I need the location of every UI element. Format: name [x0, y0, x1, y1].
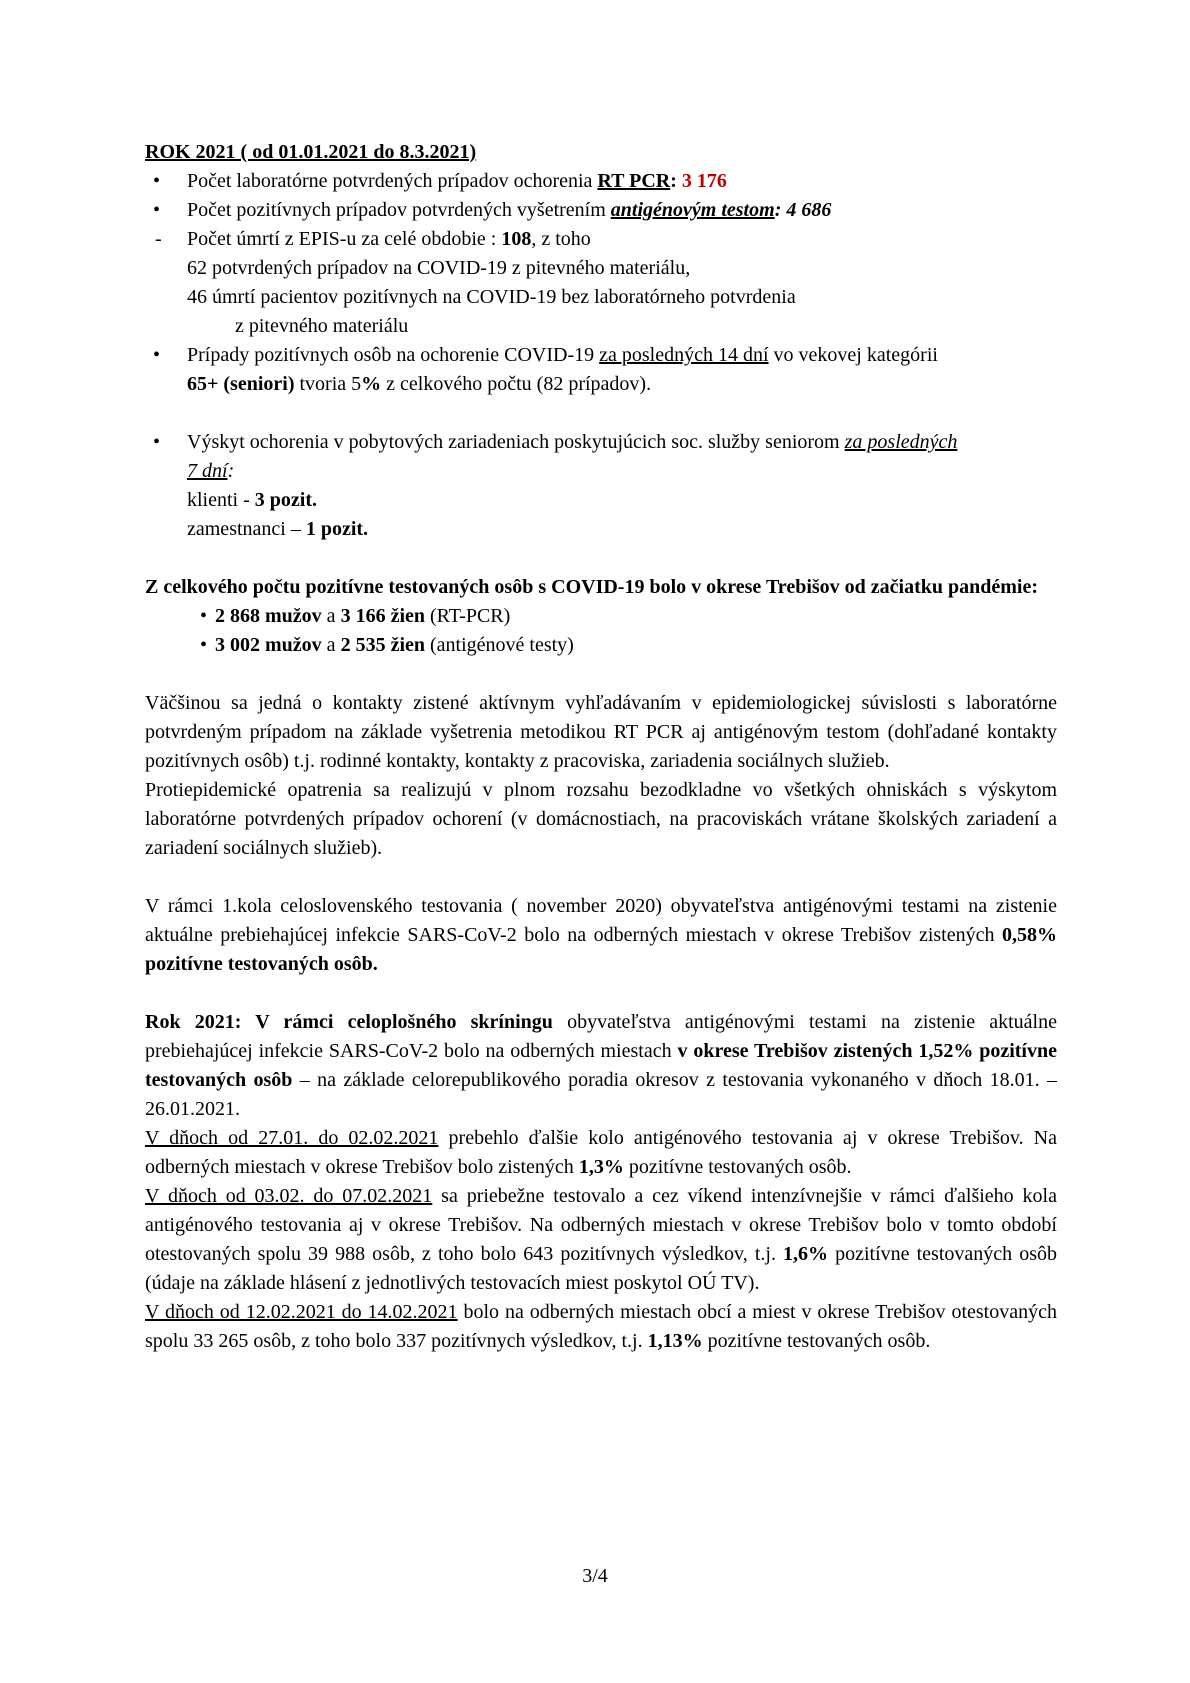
pcr-method: (RT-PCR)	[425, 605, 511, 627]
seniors-text-d: z celkového počtu (82 prípadov).	[381, 373, 652, 395]
round4-text: bolo na odberných miestach obcí a miest v okrese Trebišov otestovaných spolu 33 265 osôb, z toho bolo 337 pozitívnych výsledkov, t.j.	[145, 1301, 1057, 1352]
page-number: 3/4	[582, 1565, 608, 1587]
gender-item-pcr	[145, 602, 1057, 631]
bullet-icon: •	[200, 605, 208, 627]
seniors-text-a: Prípady pozitívnych osôb na ochorenie COVID-19	[187, 344, 600, 366]
round3-end: pozitívne testovaných osôb (údaje na základe hlásení z jednotlivých testovacích miest poskytol OÚ TV).	[145, 1243, 1057, 1294]
section-heading: ROK 2021 ( od 01.01.2021 do 8.3.2021)	[145, 141, 477, 163]
document-page	[145, 138, 1057, 1356]
seniors-percent: %	[361, 373, 382, 395]
list-item-seniors	[145, 341, 1057, 399]
pcr-value: 3 176	[681, 170, 727, 192]
bullet-icon: •	[153, 170, 161, 192]
round2-paragraph	[145, 1124, 1057, 1182]
ag-term: antigénovým testom	[610, 199, 775, 221]
round3-text: sa priebežne testovalo a cez víkend intenzívnejšie v rámci ďalšieho kola antigénového testovania aj v okrese Trebišov. Na odberných miestach v okrese Trebišov bolo v tomto období otestovaných spolu 39 988 osôb, z toho bolo 643 pozitívnych výsledkov, t.j.	[145, 1185, 1057, 1265]
ag-women: 2 535 žien	[340, 634, 425, 656]
list-item-deaths	[145, 225, 1057, 254]
round2-result: 1,3%	[578, 1156, 624, 1178]
seniors-text-c: tvoria 5	[294, 373, 362, 395]
list-item-antigen	[145, 196, 1057, 225]
pcr-label: Počet laboratórne potvrdených prípadov ochorenia	[187, 170, 598, 192]
list-item-pcr	[145, 167, 1057, 196]
round2-end: pozitívne testovaných osôb.	[623, 1156, 852, 1178]
screening-text-2: – na základe celorepublikového poradia okresov z testovania vykonaného v dňoch 18.01. – 26.01.2021.	[145, 1069, 1057, 1120]
round1-paragraph	[145, 892, 1057, 979]
ag-method: (antigénové testy)	[425, 634, 574, 656]
round2-dates: V dňoch od 27.01. do 02.02.2021	[145, 1127, 439, 1149]
measures-paragraph: Protiepidemické opatrenia sa realizujú v plnom rozsahu bezodkladne vo všetkých ohniskách s výskytom laboratórne potvrdených prípadov ochorení (v domácnostiach, na pracoviskách vrátane školských zariadení a zariadení sociálnych služieb).	[145, 779, 1057, 859]
round2-text: prebehlo ďalšie kolo antigénového testovania aj v okrese Trebišov. Na odberných miestach v okrese Trebišov bolo zistených	[145, 1127, 1057, 1178]
staff-label: zamestnanci –	[187, 518, 306, 540]
round4-result: 1,13%	[647, 1330, 703, 1352]
seniors-group: 65+ (seniori)	[187, 373, 295, 395]
screening-paragraph	[145, 1008, 1057, 1124]
deaths-line-2: 62 potvrdených prípadov na COVID-19 z pitevného materiálu,	[187, 257, 691, 279]
screening-text-1: obyvateľstva antigénovými testami na zistenie aktuálne prebiehajúcej infekcie SARS-CoV-2 bolo na odberných miestach	[145, 1011, 1057, 1062]
round4-end: pozitívne testovaných osôb.	[702, 1330, 931, 1352]
deaths-line-4: z pitevného materiálu	[235, 315, 409, 337]
bullet-icon: •	[200, 634, 208, 656]
round3-paragraph	[145, 1182, 1057, 1298]
round3-result: 1,6%	[783, 1243, 829, 1265]
round4-paragraph	[145, 1298, 1057, 1356]
deaths-label: Počet úmrtí z EPIS-u za celé obdobie :	[187, 228, 502, 250]
gender-intro: Z celkového počtu pozitívne testovaných osôb s COVID-19 bolo v okrese Trebišov od začiatku pandémie:	[145, 576, 1038, 598]
seniors-period: za posledných 14 dní	[599, 344, 769, 366]
gender-item-antigen	[145, 631, 1057, 660]
list-item-facilities	[145, 428, 1057, 544]
pcr-term: RT PCR	[597, 170, 671, 192]
dash-icon: -	[155, 228, 162, 250]
staff-value: 1 pozit.	[305, 518, 369, 540]
pcr-colon: :	[670, 170, 682, 192]
pcr-men: 2 868 mužov	[215, 605, 322, 627]
round3-dates: V dňoch od 03.02. do 07.02.2021	[145, 1185, 433, 1207]
screening-result: v okrese Trebišov zistených 1,52% pozitívne testovaných osôb	[145, 1040, 1057, 1091]
round1-result: 0,58% pozitívne testovaných osôb.	[145, 924, 1057, 975]
facility-period-2: 7 dní	[187, 460, 228, 482]
deaths-line-3: 46 úmrtí pacientov pozitívnych na COVID-19 bez laboratórneho potvrdenia	[187, 286, 796, 308]
ag-men: 3 002 mužov	[215, 634, 322, 656]
ag-value: : 4 686	[774, 199, 832, 221]
contacts-paragraph: Väčšinou sa jedná o kontakty zistené aktívnym vyhľadávaním v epidemiologickej súvislosti s laboratórne potvrdeným prípadom na základe vyšetrenia metodikou RT PCR aj antigénovým testom (dohľadané kontakty pozitívnych osôb) t.j. rodinné kontakty, kontakty z pracoviska, zariadenia sociálnych služieb.	[145, 692, 1057, 772]
screening-title: Rok 2021: V rámci celoplošného skríningu	[145, 1011, 553, 1033]
seniors-text-b: vo vekovej kategórii	[768, 344, 938, 366]
deaths-value: 108	[501, 228, 532, 250]
clients-value: 3 pozit.	[254, 489, 317, 511]
facility-period-1: za posledných	[844, 431, 958, 453]
round4-dates: V dňoch od 12.02.2021 do 14.02.2021	[145, 1301, 458, 1323]
round1-text: V rámci 1.kola celoslovenského testovania ( november 2020) obyvateľstva antigénovými testami na zistenie aktuálne prebiehajúcej infekcie SARS-CoV-2 bolo na odberných miestach v okrese Trebišov zistených	[145, 895, 1057, 946]
facility-colon: :	[227, 460, 235, 482]
pcr-women: 3 166 žien	[340, 605, 425, 627]
clients-label: klienti -	[187, 489, 255, 511]
bullet-icon: •	[153, 431, 161, 453]
pcr-and: a	[321, 605, 341, 627]
bullet-icon: •	[153, 344, 161, 366]
deaths-suffix: , z toho	[531, 228, 591, 250]
bullet-icon: •	[153, 199, 161, 221]
ag-label: Počet pozitívnych prípadov potvrdených vyšetrením	[187, 199, 611, 221]
ag-and: a	[321, 634, 341, 656]
facility-text: Výskyt ochorenia v pobytových zariadeniach poskytujúcich soc. služby seniorom	[187, 431, 845, 453]
